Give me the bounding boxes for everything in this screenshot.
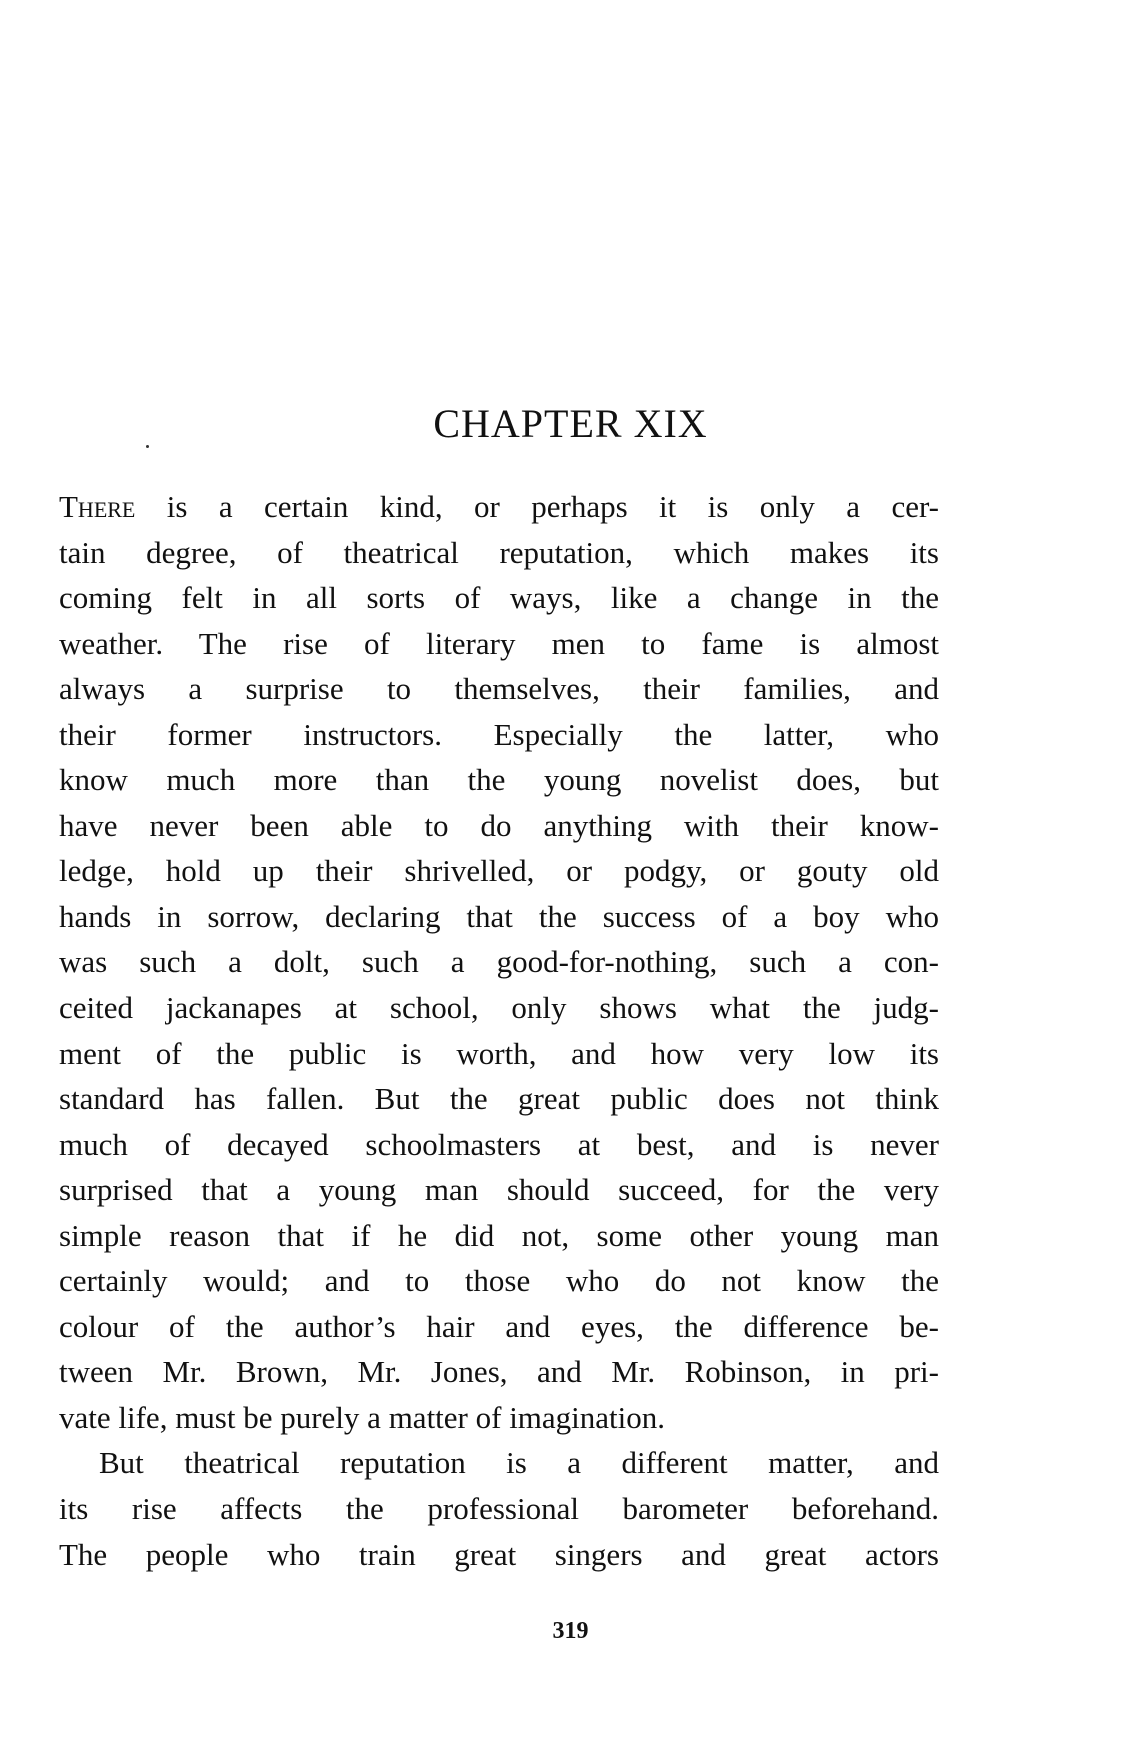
text-line: standard has fallen. But the great public does not think: [59, 1081, 939, 1117]
text-line: vate life, must be purely a matter of imagination.: [59, 1399, 666, 1435]
chapter-title: CHAPTER XIX: [433, 401, 708, 446]
text-line: always a surprise to themselves, their families, and: [59, 671, 939, 707]
lead-word: There: [59, 489, 136, 524]
text-line: know much more than the young novelist does, but: [59, 762, 939, 798]
body-text: [59, 484, 939, 1577]
text-line: There is a certain kind, or perhaps it is only a cer-: [59, 489, 939, 524]
text-line: much of decayed schoolmasters at best, and is never: [59, 1126, 939, 1162]
text-line: its rise affects the professional barometer beforehand.: [59, 1491, 939, 1527]
text-line: The people who train great singers and great actors: [59, 1536, 939, 1572]
text-line: ceited jackanapes at school, only shows what the judg-: [59, 990, 939, 1026]
text-line: surprised that a young man should succeed, for the very: [59, 1172, 939, 1208]
text-line: ment of the public is worth, and how very low its: [59, 1035, 939, 1071]
text-line: colour of the author’s hair and eyes, the difference be-: [59, 1308, 939, 1344]
text-line: But theatrical reputation is a different matter, and: [99, 1445, 939, 1481]
text-line: have never been able to do anything with their know-: [59, 807, 939, 843]
text-line: their former instructors. Especially the latter, who: [59, 716, 939, 752]
text-line: hands in sorrow, declaring that the success of a boy who: [59, 898, 939, 934]
text-line: was such a dolt, such a good-for-nothing, such a con-: [59, 944, 939, 980]
text-line: coming felt in all sorts of ways, like a change in the: [59, 580, 939, 616]
print-speck: [146, 445, 149, 448]
text-line: certainly would; and to those who do not know the: [59, 1263, 939, 1299]
text-line: tain degree, of theatrical reputation, which makes its: [59, 534, 939, 570]
text-line: ledge, hold up their shrivelled, or podgy, or gouty old: [59, 853, 939, 889]
text-line: weather. The rise of literary men to fame is almost: [59, 625, 939, 661]
page-number: 319: [552, 1618, 589, 1644]
text-line: tween Mr. Brown, Mr. Jones, and Mr. Robinson, in pri-: [59, 1354, 939, 1390]
text-line: simple reason that if he did not, some other young man: [59, 1217, 939, 1253]
